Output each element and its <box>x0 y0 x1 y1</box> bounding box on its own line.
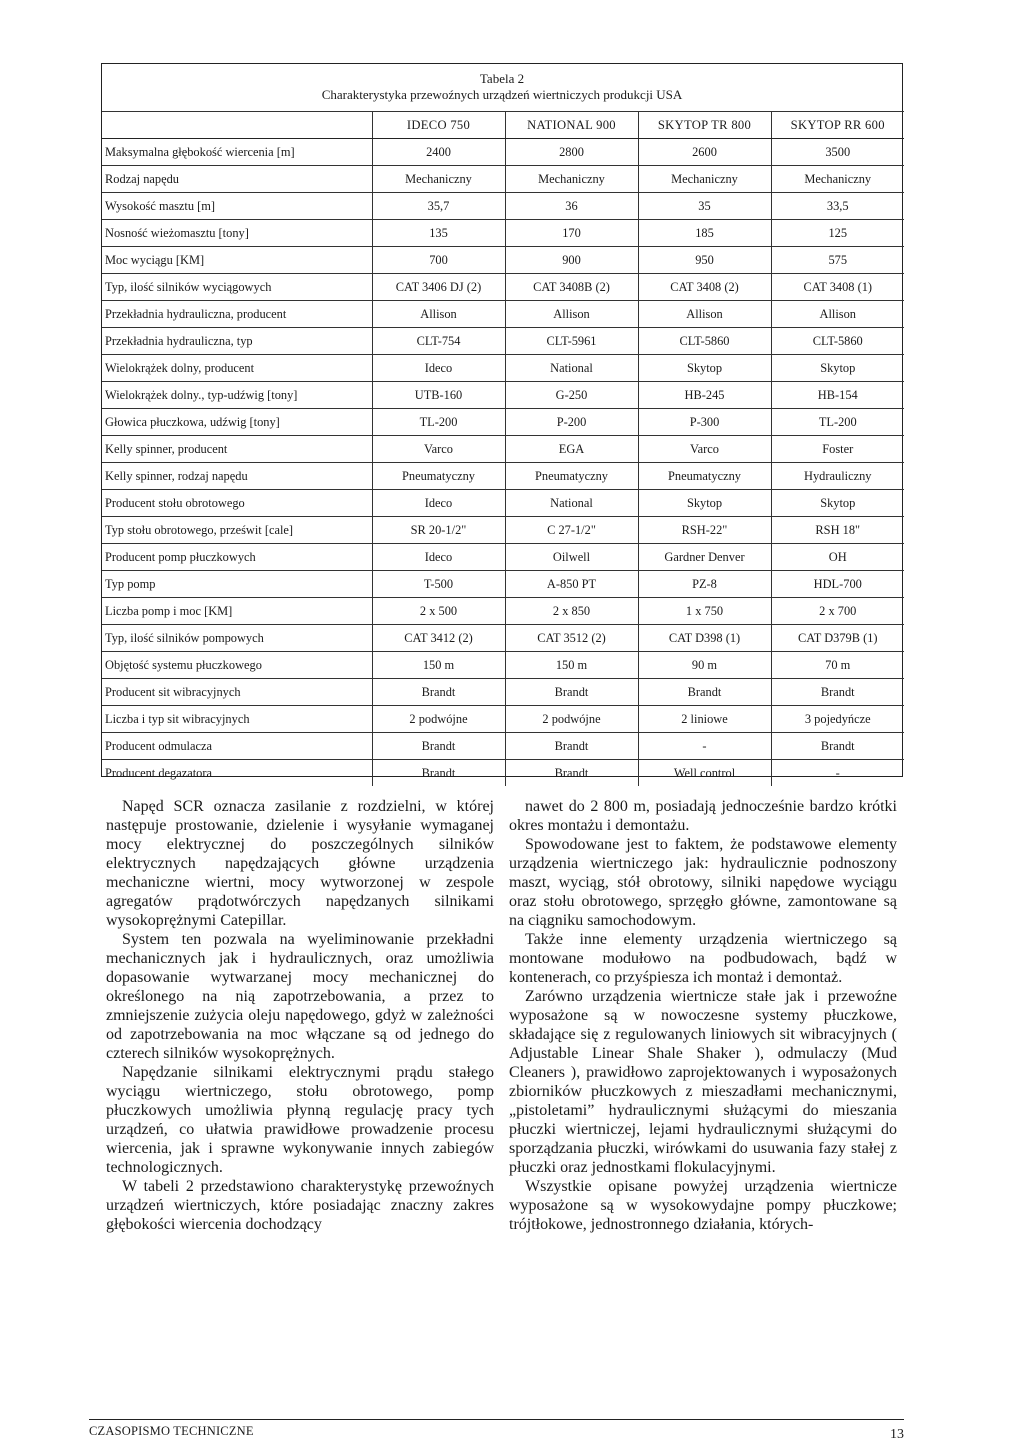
table-cell: A-850 PT <box>505 571 638 598</box>
row-label: Wielokrążek dolny, producent <box>102 355 372 382</box>
table-cell: 150 m <box>372 652 505 679</box>
page-number: 13 <box>890 1427 904 1442</box>
header-cell-skytop-tr: SKYTOP TR 800 <box>638 112 771 139</box>
table-cell: 90 m <box>638 652 771 679</box>
table-cell: Ideco <box>372 544 505 571</box>
table-cell: 33,5 <box>771 193 904 220</box>
header-cell-label <box>102 112 372 139</box>
table-row <box>102 706 904 733</box>
body-paragraph: System ten pozwala na wyeliminowanie przekładni mechanicznych jak i hydraulicznych, oraz umożliwia dopasowanie wytwarzanej mocy mechanicznej do określonego na nią zapotrzebowania, a przez to zmniejszenie zużycia oleju napędowego, gdyż w zależności od zapotrzebowania na moc włączane są od jednego do czterech silników wysokoprężnych. <box>106 931 494 1062</box>
table-cell: T-500 <box>372 571 505 598</box>
table-cell: RSH 18" <box>771 517 904 544</box>
table-cell: P-300 <box>638 409 771 436</box>
table-cell: Brandt <box>505 679 638 706</box>
table-row <box>102 625 904 652</box>
table-cell: 2 podwójne <box>372 706 505 733</box>
table-row <box>102 652 904 679</box>
table-cell: Allison <box>372 301 505 328</box>
text-column-right <box>509 797 897 1234</box>
table-cell: National <box>505 355 638 382</box>
table-cell: 1 x 750 <box>638 598 771 625</box>
row-label: Liczba pomp i moc [KM] <box>102 598 372 625</box>
table-cell: 2 liniowe <box>638 706 771 733</box>
table-row <box>102 760 904 787</box>
table-cell: 36 <box>505 193 638 220</box>
table-cell: CLT-5860 <box>771 328 904 355</box>
table-cell: CAT D398 (1) <box>638 625 771 652</box>
table-cell: 2 podwójne <box>505 706 638 733</box>
table-cell: CAT 3512 (2) <box>505 625 638 652</box>
table-cell: 3 pojedyńcze <box>771 706 904 733</box>
row-label: Przekładnia hydrauliczna, producent <box>102 301 372 328</box>
table-cell: SR 20-1/2" <box>372 517 505 544</box>
table-cell: CLT-754 <box>372 328 505 355</box>
table-cell: RSH-22" <box>638 517 771 544</box>
header-cell-skytop-rr: SKYTOP RR 600 <box>771 112 904 139</box>
row-label: Producent stołu obrotowego <box>102 490 372 517</box>
table-row <box>102 598 904 625</box>
table-row <box>102 301 904 328</box>
body-paragraph: Także inne elementy urządzenia wiertniczego są montowane modułowo na podbudowach, bądź w kontenerach, co przyśpiesza ich montaż i demontaż. <box>509 931 897 986</box>
table-cell: 950 <box>638 247 771 274</box>
table-cell: Brandt <box>771 733 904 760</box>
body-paragraph: Zarówno urządzenia wiertnicze stałe jak i przewoźne wyposażone są w nowoczesne systemy płuczkowe, składające się z regulowanych liniowych sit wibracyjnych ( Adjustable Linear Shale Shaker ), odmulaczy (Mud Cleaners ), prawidłowo zaprojektowanych i wyposażonych zbiorników płuczkowych z mieszadłami mechanicznymi, „pistoletami” hydraulicznymi służącymi do mieszania płuczki wiertniczej, lejami hydraulicznymi służącymi do sporządzania płuczki, wirówkami do usuwania fazy stałej z płuczki oraz jednostkami flokulacyjnymi. <box>509 988 897 1176</box>
footer-divider <box>89 1419 904 1420</box>
table-cell: Mechaniczny <box>372 166 505 193</box>
table-cell: Varco <box>638 436 771 463</box>
table-cell: Allison <box>505 301 638 328</box>
table-cell: 125 <box>771 220 904 247</box>
table-row <box>102 517 904 544</box>
table-cell: Pneumatyczny <box>638 463 771 490</box>
row-label: Producent sit wibracyjnych <box>102 679 372 706</box>
table-cell: CAT 3412 (2) <box>372 625 505 652</box>
table-cell: Brandt <box>505 733 638 760</box>
row-label: Przekładnia hydrauliczna, typ <box>102 328 372 355</box>
table-cell: Mechaniczny <box>771 166 904 193</box>
table-cell: 3500 <box>771 139 904 166</box>
table-row <box>102 247 904 274</box>
table-cell: Oilwell <box>505 544 638 571</box>
table-cell: TL-200 <box>771 409 904 436</box>
table-cell: Skytop <box>771 490 904 517</box>
table-cell: CLT-5860 <box>638 328 771 355</box>
table-cell: CAT 3406 DJ (2) <box>372 274 505 301</box>
body-paragraph: Napęd SCR oznacza zasilanie z rozdzielni, w której następuje prostowanie, dzielenie i wysyłanie wymaganej mocy elektrycznej do poszczególnych silników elektrycznych napędzających główne urządzenia mechaniczne wiertni, mocy wytworzonej w zespole agregatów prądotwórczych napędzanych silnikami wysokoprężnymi Catepillar. <box>106 798 494 929</box>
table-cell: Brandt <box>771 679 904 706</box>
table-cell: Allison <box>638 301 771 328</box>
table-cell: Skytop <box>771 355 904 382</box>
table-cell: UTB-160 <box>372 382 505 409</box>
table-cell: HB-154 <box>771 382 904 409</box>
table-row <box>102 733 904 760</box>
table-cell: - <box>638 733 771 760</box>
table-title: Charakterystyka przewoźnych urządzeń wiertniczych produkcji USA <box>321 87 683 102</box>
table-cell: Gardner Denver <box>638 544 771 571</box>
table-cell: 135 <box>372 220 505 247</box>
row-label: Objętość systemu płuczkowego <box>102 652 372 679</box>
table-row <box>102 166 904 193</box>
table-number: Tabela 2 <box>479 71 525 86</box>
table-cell: P-200 <box>505 409 638 436</box>
table-cell: 2 x 850 <box>505 598 638 625</box>
table-row <box>102 139 904 166</box>
row-label: Typ pomp <box>102 571 372 598</box>
table-cell: 2800 <box>505 139 638 166</box>
table-cell: 700 <box>372 247 505 274</box>
table-cell: Brandt <box>372 760 505 787</box>
table-header-row <box>102 112 904 139</box>
body-paragraph: Wszystkie opisane powyżej urządzenia wiertnicze wyposażone są w wysokowydajne pompy płuczkowe; trójtłokowe, jednostronnego działania, których- <box>509 1178 897 1233</box>
row-label: Rodzaj napędu <box>102 166 372 193</box>
table-cell: Allison <box>771 301 904 328</box>
row-label: Producent odmulacza <box>102 733 372 760</box>
table-cell: Foster <box>771 436 904 463</box>
table-row <box>102 193 904 220</box>
row-label: Liczba i typ sit wibracyjnych <box>102 706 372 733</box>
table-cell: 35 <box>638 193 771 220</box>
table-row <box>102 274 904 301</box>
table-cell: Varco <box>372 436 505 463</box>
table-row <box>102 463 904 490</box>
table-cell: Well control <box>638 760 771 787</box>
row-label: Typ stołu obrotowego, prześwit [cale] <box>102 517 372 544</box>
table-cell: 170 <box>505 220 638 247</box>
spec-table <box>102 111 904 786</box>
row-label: Moc wyciągu [KM] <box>102 247 372 274</box>
table-row <box>102 490 904 517</box>
table-cell: CAT 3408 (2) <box>638 274 771 301</box>
spec-table-frame <box>101 63 903 780</box>
text-column-left <box>106 797 494 1234</box>
table-cell: Mechaniczny <box>638 166 771 193</box>
table-cell: 185 <box>638 220 771 247</box>
table-cell: - <box>771 760 904 787</box>
table-cell: HB-245 <box>638 382 771 409</box>
table-cell: Brandt <box>505 760 638 787</box>
table-cell: C 27-1/2" <box>505 517 638 544</box>
header-cell-ideco: IDECO 750 <box>372 112 505 139</box>
table-cell: CAT D379B (1) <box>771 625 904 652</box>
table-cell: 900 <box>505 247 638 274</box>
row-label: Nosność wieżomasztu [tony] <box>102 220 372 247</box>
row-label: Producent pomp płuczkowych <box>102 544 372 571</box>
table-row <box>102 355 904 382</box>
row-label: Producent degazatora <box>102 760 372 787</box>
table-cell: Hydrauliczny <box>771 463 904 490</box>
table-cell: Pneumatyczny <box>505 463 638 490</box>
row-label: Kelly spinner, producent <box>102 436 372 463</box>
table-cell: Ideco <box>372 355 505 382</box>
table-row <box>102 409 904 436</box>
table-cell: 2 x 700 <box>771 598 904 625</box>
row-label: Typ, ilość silników wyciągowych <box>102 274 372 301</box>
body-paragraph: Spowodowane jest to faktem, że podstawowe elementy urządzenia wiertniczego jak: hydraulicznie podnoszony maszt, wyciąg, stół obrotowy, silniki napędowe wyciągu oraz stołu obrotowego, sprzęgło główne, zamontowane są na ciągniku samochodowym. <box>509 836 897 929</box>
table-row <box>102 679 904 706</box>
table-cell: CAT 3408 (1) <box>771 274 904 301</box>
header-cell-national: NATIONAL 900 <box>505 112 638 139</box>
table-row <box>102 382 904 409</box>
table-cell: Skytop <box>638 355 771 382</box>
table-cell: Mechaniczny <box>505 166 638 193</box>
table-cell: Skytop <box>638 490 771 517</box>
table-cell: EGA <box>505 436 638 463</box>
table-cell: TL-200 <box>372 409 505 436</box>
body-paragraph: Napędzanie silnikami elektrycznymi prądu stałego wyciągu wiertniczego, stołu obrotowego, pomp płuczkowych umożliwia płynną regulację pracy tych urządzeń, co ułatwia prawidłowe prowadzenie procesu wiercenia, jak i sprawne wykonywanie innych zabiegów technologicznych. <box>106 1064 494 1176</box>
table-cell: 70 m <box>771 652 904 679</box>
table-cell: G-250 <box>505 382 638 409</box>
journal-name: CZASOPISMO TECHNICZNE <box>89 1424 254 1438</box>
table-cell: Pneumatyczny <box>372 463 505 490</box>
table-cell: CAT 3408B (2) <box>505 274 638 301</box>
table-row <box>102 328 904 355</box>
table-cell: PZ-8 <box>638 571 771 598</box>
body-paragraph: W tabeli 2 przedstawiono charakterystykę przewoźnych urządzeń wiertniczych, które posiadając znaczny zakres głębokości wiercenia dochodzący <box>106 1178 494 1233</box>
row-label: Maksymalna głębokość wiercenia [m] <box>102 139 372 166</box>
table-cell: 2 x 500 <box>372 598 505 625</box>
body-paragraph: nawet do 2 800 m, posiadają jednocześnie bardzo krótki okres montażu i demontażu. <box>509 798 897 834</box>
table-cell: OH <box>771 544 904 571</box>
table-row <box>102 220 904 247</box>
table-cell: 575 <box>771 247 904 274</box>
table-row <box>102 571 904 598</box>
table-cell: Ideco <box>372 490 505 517</box>
row-label: Wysokość masztu [m] <box>102 193 372 220</box>
row-label: Głowica płuczkowa, udźwig [tony] <box>102 409 372 436</box>
table-body <box>102 139 904 787</box>
table-row <box>102 544 904 571</box>
table-cell: CLT-5961 <box>505 328 638 355</box>
table-cell: 2400 <box>372 139 505 166</box>
table-cell: National <box>505 490 638 517</box>
table-cell: 2600 <box>638 139 771 166</box>
table-cell: 150 m <box>505 652 638 679</box>
table-cell: Brandt <box>638 679 771 706</box>
row-label: Wielokrążek dolny., typ-udźwig [tony] <box>102 382 372 409</box>
row-label: Kelly spinner, rodzaj napędu <box>102 463 372 490</box>
table-cell: Brandt <box>372 733 505 760</box>
table-cell: HDL-700 <box>771 571 904 598</box>
table-row <box>102 436 904 463</box>
table-cell: 35,7 <box>372 193 505 220</box>
row-label: Typ, ilość silników pompowych <box>102 625 372 652</box>
table-cell: Brandt <box>372 679 505 706</box>
